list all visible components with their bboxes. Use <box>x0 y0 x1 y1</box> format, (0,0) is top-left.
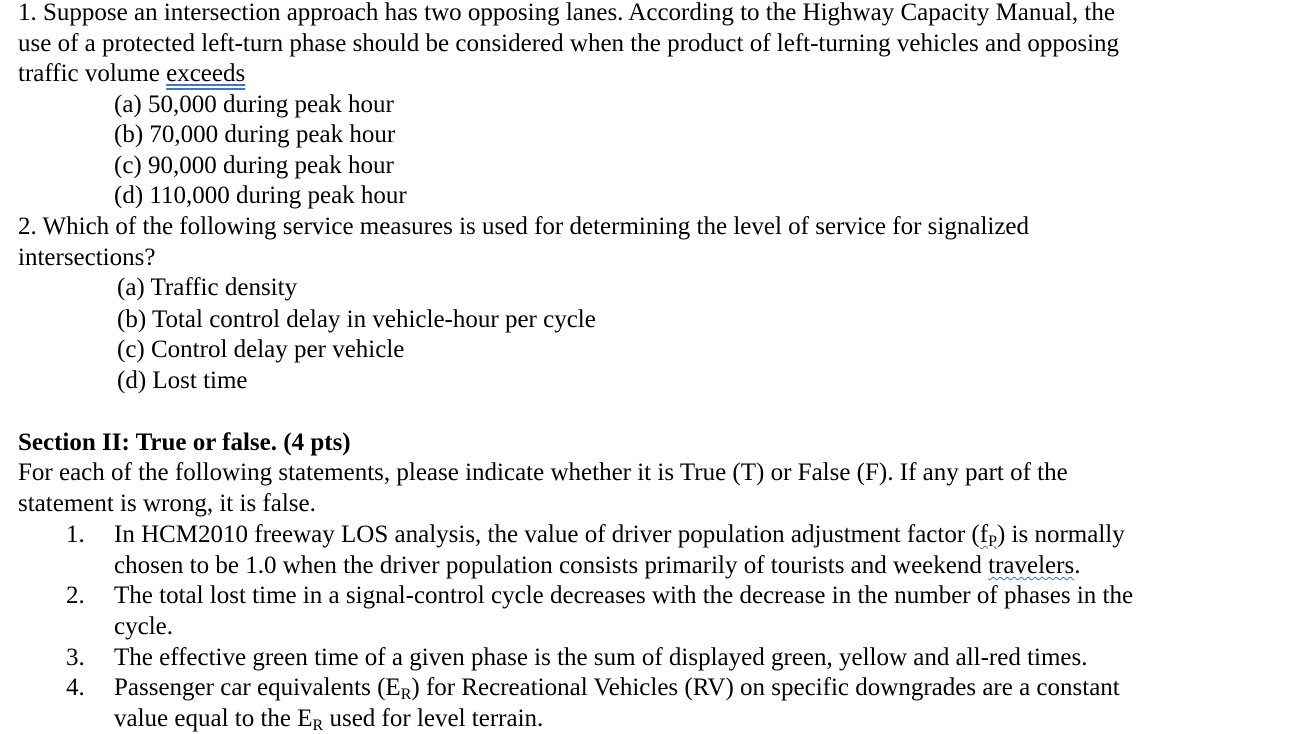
q2-option-b: (b) Total control delay in vehicle-hour per cycle <box>117 306 596 333</box>
fp-symbol <box>980 521 997 548</box>
q2-option-d: (d) Lost time <box>117 367 248 394</box>
tf-item-4-text-a: Passenger car equivalents (E <box>114 674 401 701</box>
section-intro-line-2: statement is wrong, it is false. <box>18 490 316 517</box>
fp-f: f <box>979 521 989 548</box>
q2-option-c: (c) Control delay per vehicle <box>117 336 405 363</box>
tf-item-3-number: 3. <box>66 644 85 671</box>
tf-item-4-number: 4. <box>66 674 85 701</box>
q1-line-1: 1. Suppose an intersection approach has two opposing lanes. According to the Highway Capacity Manual, the <box>18 0 1115 26</box>
tf-item-4-text-b: ) for Recreational Vehicles (RV) on specific downgrades are a constant <box>411 674 1120 701</box>
tf-item-2-number: 2. <box>66 582 85 609</box>
tf-item-3-line-1: The effective green time of a given phase is the sum of displayed green, yellow and all-red times. <box>114 644 1088 671</box>
tf-item-4-text-c: value equal to the E <box>114 705 313 732</box>
tf-item-1-text-b: ) is normally <box>996 521 1125 548</box>
section-intro-line-1: For each of the following statements, please indicate whether it is True (T) or False (F). If any part of the <box>18 459 1068 486</box>
er-subscript-1: R <box>400 686 412 703</box>
tf-item-1-line-1 <box>114 520 1125 550</box>
tf-item-1-period: . <box>1074 552 1081 579</box>
q1-line-2: use of a protected left-turn phase should be considered when the product of left-turning vehicles and opposing <box>18 30 1120 57</box>
tf-item-1-text-c: chosen to be 1.0 when the driver population consists primarily of tourists and weekend <box>114 552 989 579</box>
q2-line-2: intersections? <box>18 244 156 271</box>
tf-item-2-line-2: cycle. <box>114 613 173 640</box>
q1-line-3-text: traffic volume <box>18 60 167 87</box>
fp-subscript: P <box>988 533 997 550</box>
tf-item-4-line-1 <box>114 673 1120 703</box>
tf-item-1-line-2 <box>114 551 1080 581</box>
q1-option-a: (a) 50,000 during peak hour <box>114 91 394 118</box>
section-heading: Section II: True or false. (4 pts) <box>18 429 351 456</box>
tf-item-1-number: 1. <box>66 521 85 548</box>
q1-option-c: (c) 90,000 during peak hour <box>114 152 394 179</box>
tf-item-1-text-a: In HCM2010 freeway LOS analysis, the value of driver population adjustment factor ( <box>114 521 980 548</box>
q1-line-3 <box>18 59 245 89</box>
tf-item-2-line-1: The total lost time in a signal-control cycle decreases with the decrease in the number of phases in the <box>114 582 1134 609</box>
er-subscript-2: R <box>312 717 324 734</box>
tf-item-4-line-2 <box>114 704 543 734</box>
travelers-word: travelers <box>988 552 1075 579</box>
q1-option-b: (b) 70,000 during peak hour <box>114 121 396 148</box>
exceeds-word: exceeds <box>166 60 246 87</box>
q2-option-a: (a) Traffic density <box>117 274 298 301</box>
tf-item-4-text-d: used for level terrain. <box>323 705 544 732</box>
q1-option-d: (d) 110,000 during peak hour <box>114 182 407 209</box>
q2-line-1: 2. Which of the following service measures is used for determining the level of service for signalized <box>18 213 1030 240</box>
